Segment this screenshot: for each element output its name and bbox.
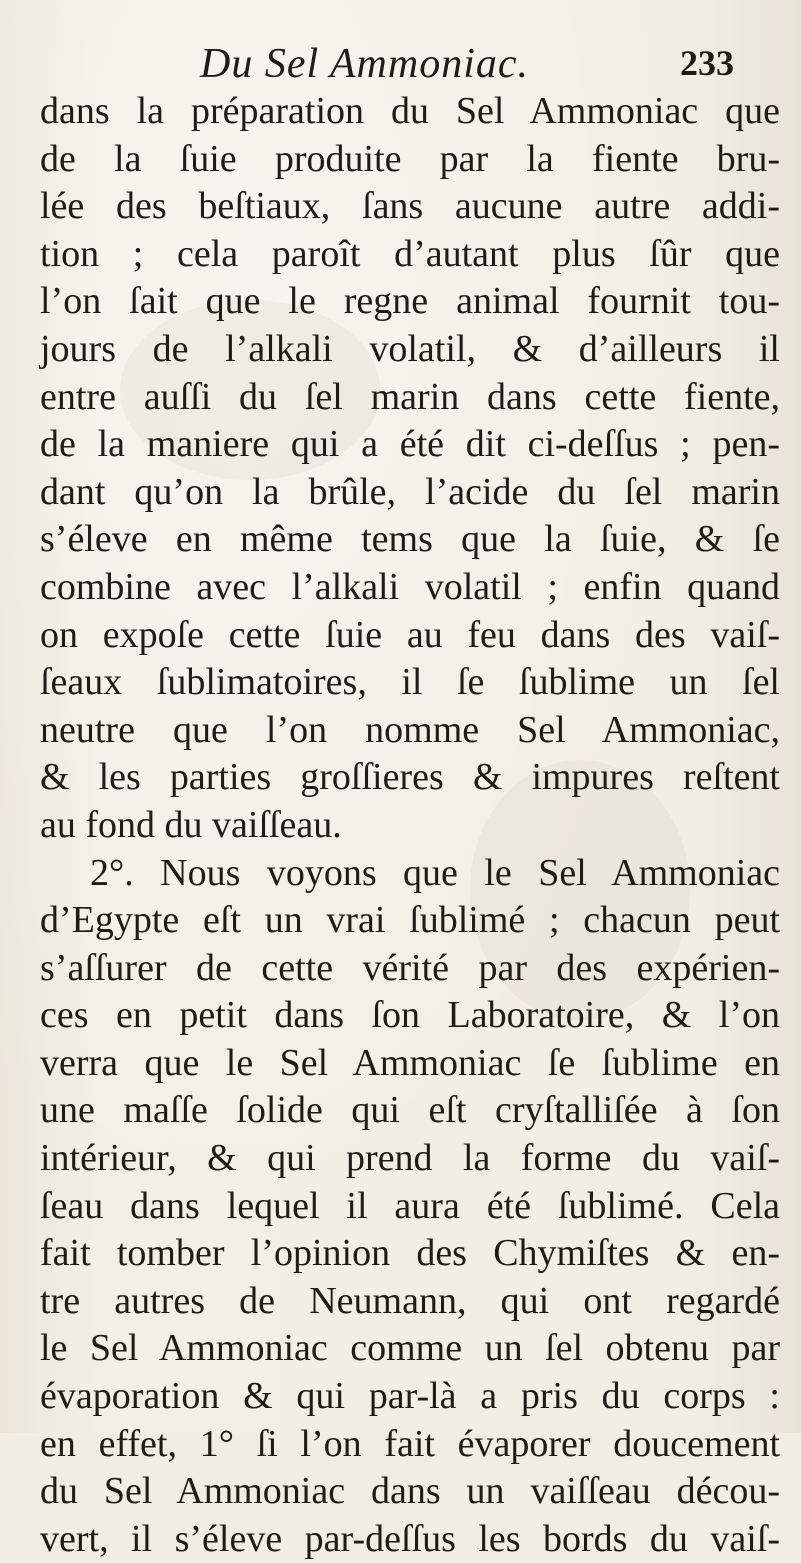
- text-line: tre autres de Neumann, qui ont regardé: [40, 1279, 780, 1322]
- text-line: dant qu’on la brûle, l’acide du ſel marin: [40, 470, 780, 513]
- text-line: de la maniere qui a été dit ci-deſſus ; pen-: [40, 423, 780, 466]
- text-line: s’aſſurer de cette vérité par des expérien-: [40, 946, 780, 989]
- text-line: dans la préparation du Sel Ammoniac que: [40, 90, 780, 132]
- body-text: [40, 88, 780, 1563]
- text-line: ces en petit dans ſon Laboratoire, & l’on: [40, 994, 780, 1037]
- text-line: combine avec l’alkali volatil ; enfin quand: [40, 565, 780, 608]
- text-line: lée des beſtiaux, ſans aucune autre addi-: [40, 185, 780, 228]
- text-line: ſeaux ſublimatoires, il ſe ſublime un ſel: [40, 661, 780, 704]
- text-line: vert, il s’éleve par-deſſus les bords du vaiſ-: [40, 1517, 780, 1560]
- page-number: 233: [680, 43, 734, 83]
- text-line: d’Egypte eſt un vrai ſublimé ; chacun peut: [40, 899, 780, 942]
- text-line: neutre que l’on nomme Sel Ammoniac,: [40, 708, 780, 751]
- text-line: on expoſe cette ſuie au feu dans des vaiſ-: [40, 613, 780, 656]
- text-line: de la ſuie produite par la fiente bru-: [40, 137, 780, 180]
- text-line: intérieur, & qui prend la forme du vaiſ-: [40, 1137, 780, 1180]
- text-line: évaporation & qui par-là a pris du corps :: [40, 1375, 780, 1418]
- text-line: s’éleve en même tems que la ſuie, & ſe: [40, 518, 780, 561]
- text-line: & les parties groſſieres & impures reſtent: [40, 756, 780, 799]
- text-line: fait tomber l’opinion des Chymiſtes & en-: [40, 1232, 780, 1275]
- text-line: une maſſe ſolide qui eſt cryſtalliſée à ſon: [40, 1089, 780, 1132]
- text-line: l’on ſait que le regne animal fournit tou-: [40, 280, 780, 323]
- text-line: tion ; cela paroît d’autant plus ſûr que: [40, 232, 780, 275]
- text-line: au fond du vaiſſeau.: [40, 803, 342, 846]
- page-title: Du Sel Ammoniac.: [200, 41, 530, 87]
- running-head: [0, 40, 801, 90]
- text-line: entre auſſi du ſel marin dans cette fiente,: [40, 375, 780, 418]
- paragraph-start-line: 2°. Nous voyons que le Sel Ammoniac: [90, 851, 780, 894]
- text-line: verra que le Sel Ammoniac ſe ſublime en: [40, 1041, 780, 1084]
- text-line: en effet, 1° ſi l’on fait évaporer doucement: [40, 1422, 780, 1465]
- text-line: le Sel Ammoniac comme un ſel obtenu par: [40, 1327, 780, 1370]
- text-line: ſeau dans lequel il aura été ſublimé. Cela: [40, 1184, 780, 1227]
- text-line: jours de l’alkali volatil, & d’ailleurs il: [40, 327, 780, 370]
- text-line: du Sel Ammoniac dans un vaiſſeau décou-: [40, 1470, 780, 1513]
